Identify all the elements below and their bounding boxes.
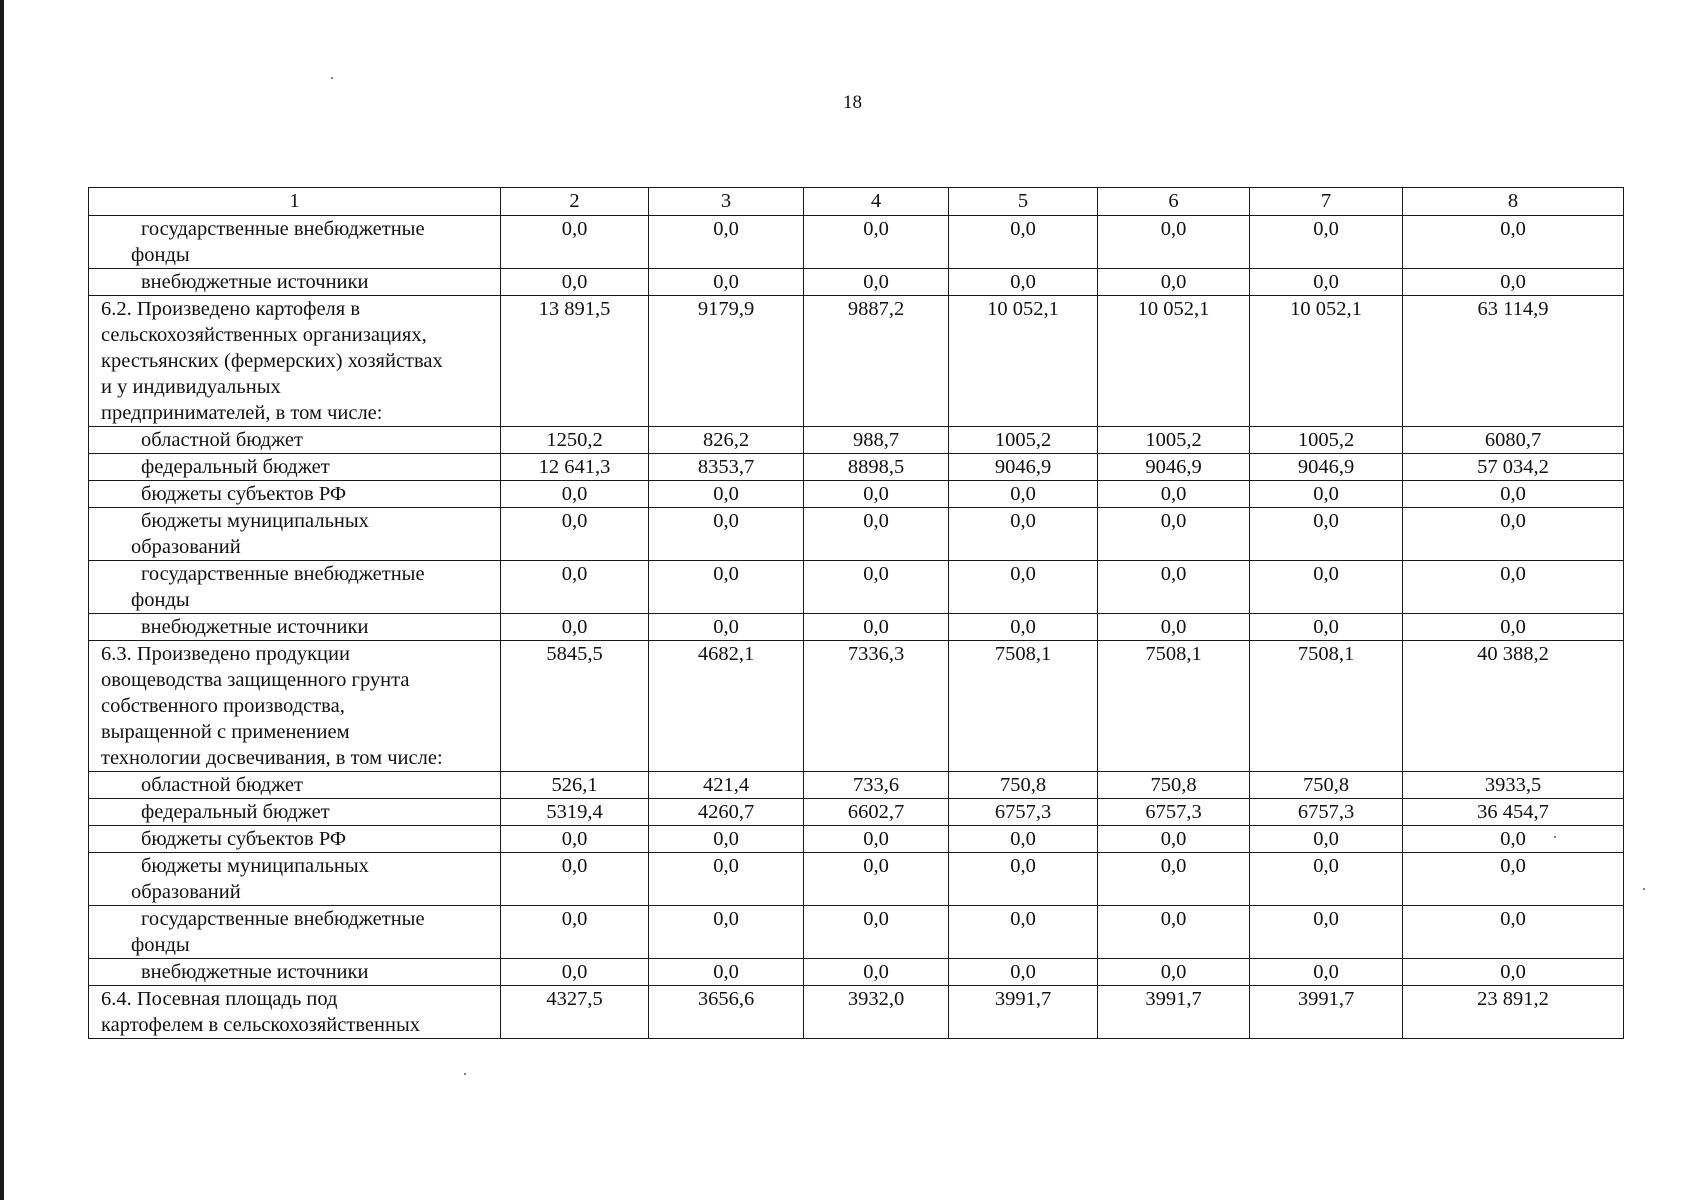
value-cell: 6757,3	[1098, 799, 1250, 826]
value-cell: 826,2	[649, 427, 804, 454]
value-cell: 750,8	[949, 772, 1098, 799]
value-cell: 0,0	[949, 216, 1098, 269]
value-cell: 0,0	[1403, 906, 1624, 959]
value-cell: 0,0	[949, 853, 1098, 906]
value-cell: 0,0	[1250, 481, 1403, 508]
value-cell: 0,0	[501, 959, 649, 986]
value-cell: 0,0	[1098, 826, 1250, 853]
value-cell: 7508,1	[1098, 641, 1250, 772]
scan-speck	[464, 1073, 466, 1075]
row-label-line: выращенной с применением	[101, 721, 350, 743]
column-header: 8	[1403, 188, 1624, 216]
value-cell: 63 114,9	[1403, 296, 1624, 427]
row-label-line: бюджеты муниципальных	[141, 510, 369, 532]
row-label-line: фонды	[131, 589, 190, 611]
row-label-line: внебюджетные источники	[141, 961, 369, 983]
value-cell: 750,8	[1250, 772, 1403, 799]
value-cell: 0,0	[1098, 508, 1250, 561]
value-cell: 0,0	[1098, 481, 1250, 508]
table-row	[89, 296, 1624, 427]
value-cell: 0,0	[949, 614, 1098, 641]
value-cell: 0,0	[804, 906, 949, 959]
value-cell: 0,0	[649, 906, 804, 959]
column-header: 2	[501, 188, 649, 216]
value-cell: 5319,4	[501, 799, 649, 826]
table-row	[89, 986, 1624, 1039]
row-label	[89, 427, 501, 454]
value-cell: 0,0	[501, 561, 649, 614]
value-cell: 10 052,1	[949, 296, 1098, 427]
row-label-line: государственные внебюджетные	[141, 218, 425, 240]
value-cell: 0,0	[1250, 614, 1403, 641]
value-cell: 0,0	[1250, 216, 1403, 269]
value-cell: 0,0	[649, 561, 804, 614]
value-cell: 0,0	[1098, 959, 1250, 986]
table-row	[89, 641, 1624, 772]
value-cell: 0,0	[804, 826, 949, 853]
value-cell: 0,0	[501, 614, 649, 641]
value-cell: 0,0	[501, 853, 649, 906]
value-cell: 0,0	[1250, 959, 1403, 986]
row-label-line: бюджеты муниципальных	[141, 855, 369, 877]
value-cell: 0,0	[1403, 959, 1624, 986]
value-cell: 0,0	[501, 269, 649, 296]
scan-speck	[1554, 836, 1556, 838]
value-cell: 9046,9	[1098, 454, 1250, 481]
value-cell: 13 891,5	[501, 296, 649, 427]
row-label	[89, 561, 501, 614]
table-row	[89, 454, 1624, 481]
value-cell: 0,0	[501, 216, 649, 269]
table-row	[89, 772, 1624, 799]
value-cell: 3991,7	[1250, 986, 1403, 1039]
value-cell: 0,0	[1403, 216, 1624, 269]
value-cell: 0,0	[949, 481, 1098, 508]
value-cell: 9046,9	[1250, 454, 1403, 481]
value-cell: 6602,7	[804, 799, 949, 826]
value-cell: 0,0	[949, 508, 1098, 561]
value-cell: 526,1	[501, 772, 649, 799]
value-cell: 12 641,3	[501, 454, 649, 481]
value-cell: 3933,5	[1403, 772, 1624, 799]
value-cell: 0,0	[804, 216, 949, 269]
column-header: 3	[649, 188, 804, 216]
value-cell: 0,0	[1250, 826, 1403, 853]
value-cell: 23 891,2	[1403, 986, 1624, 1039]
value-cell: 988,7	[804, 427, 949, 454]
value-cell: 0,0	[1098, 216, 1250, 269]
value-cell: 0,0	[804, 959, 949, 986]
row-label	[89, 481, 501, 508]
value-cell: 1005,2	[1250, 427, 1403, 454]
data-table	[88, 187, 1624, 1039]
value-cell: 6757,3	[949, 799, 1098, 826]
row-label-line: 6.2. Произведено картофеля в	[101, 298, 361, 320]
row-label	[89, 454, 501, 481]
value-cell: 0,0	[949, 906, 1098, 959]
scan-speck	[331, 77, 333, 79]
value-cell: 421,4	[649, 772, 804, 799]
value-cell: 0,0	[501, 906, 649, 959]
value-cell: 7336,3	[804, 641, 949, 772]
table-row	[89, 853, 1624, 906]
value-cell: 4327,5	[501, 986, 649, 1039]
value-cell: 0,0	[804, 481, 949, 508]
scan-edge	[0, 0, 4, 1200]
value-cell: 0,0	[1403, 826, 1624, 853]
row-label-line: технологии досвечивания, в том числе:	[101, 747, 443, 769]
value-cell: 5845,5	[501, 641, 649, 772]
value-cell: 0,0	[649, 826, 804, 853]
value-cell: 0,0	[1098, 614, 1250, 641]
row-label-line: 6.4. Посевная площадь под	[101, 988, 338, 1010]
row-label	[89, 641, 501, 772]
table-row	[89, 826, 1624, 853]
row-label	[89, 799, 501, 826]
value-cell: 0,0	[1250, 853, 1403, 906]
value-cell: 3932,0	[804, 986, 949, 1039]
value-cell: 0,0	[804, 561, 949, 614]
row-label	[89, 772, 501, 799]
value-cell: 0,0	[649, 614, 804, 641]
row-label-line: образований	[131, 881, 241, 903]
column-header: 1	[89, 188, 501, 216]
value-cell: 0,0	[949, 959, 1098, 986]
row-label	[89, 986, 501, 1039]
value-cell: 0,0	[1098, 906, 1250, 959]
value-cell: 7508,1	[1250, 641, 1403, 772]
value-cell: 0,0	[1250, 906, 1403, 959]
row-label	[89, 508, 501, 561]
value-cell: 8353,7	[649, 454, 804, 481]
value-cell: 0,0	[804, 508, 949, 561]
value-cell: 3991,7	[1098, 986, 1250, 1039]
row-label	[89, 853, 501, 906]
table-row	[89, 799, 1624, 826]
value-cell: 0,0	[649, 508, 804, 561]
value-cell: 9046,9	[949, 454, 1098, 481]
row-label-line: фонды	[131, 244, 190, 266]
value-cell: 6757,3	[1250, 799, 1403, 826]
value-cell: 0,0	[804, 269, 949, 296]
value-cell: 7508,1	[949, 641, 1098, 772]
value-cell: 6080,7	[1403, 427, 1624, 454]
value-cell: 10 052,1	[1098, 296, 1250, 427]
header-row	[89, 188, 1624, 216]
row-label	[89, 959, 501, 986]
row-label	[89, 296, 501, 427]
row-label-line: федеральный бюджет	[141, 801, 330, 823]
value-cell: 0,0	[501, 481, 649, 508]
value-cell: 0,0	[501, 508, 649, 561]
value-cell: 0,0	[501, 826, 649, 853]
table-body	[89, 188, 1624, 1039]
value-cell: 0,0	[804, 614, 949, 641]
value-cell: 0,0	[1250, 561, 1403, 614]
row-label	[89, 906, 501, 959]
value-cell: 750,8	[1098, 772, 1250, 799]
value-cell: 1005,2	[1098, 427, 1250, 454]
row-label	[89, 826, 501, 853]
value-cell: 733,6	[804, 772, 949, 799]
value-cell: 36 454,7	[1403, 799, 1624, 826]
column-header: 6	[1098, 188, 1250, 216]
value-cell: 0,0	[1403, 614, 1624, 641]
value-cell: 9887,2	[804, 296, 949, 427]
row-label-line: 6.3. Произведено продукции	[101, 643, 350, 665]
table-row	[89, 481, 1624, 508]
row-label-line: областной бюджет	[141, 774, 303, 796]
value-cell: 10 052,1	[1250, 296, 1403, 427]
row-label	[89, 216, 501, 269]
row-label-line: собственного производства,	[101, 695, 345, 717]
value-cell: 0,0	[1098, 269, 1250, 296]
row-label-line: внебюджетные источники	[141, 616, 369, 638]
row-label-line: сельскохозяйственных организациях,	[101, 324, 427, 346]
row-label-line: крестьянских (фермерских) хозяйствах	[101, 350, 443, 372]
row-label	[89, 269, 501, 296]
table-row	[89, 216, 1624, 269]
page-number: 18	[843, 92, 862, 113]
value-cell: 0,0	[1403, 561, 1624, 614]
row-label-line: бюджеты субъектов РФ	[141, 828, 347, 850]
value-cell: 0,0	[1098, 853, 1250, 906]
table-row	[89, 269, 1624, 296]
value-cell: 0,0	[649, 959, 804, 986]
value-cell: 0,0	[1403, 508, 1624, 561]
value-cell: 0,0	[649, 269, 804, 296]
value-cell: 40 388,2	[1403, 641, 1624, 772]
scan-speck	[1643, 888, 1645, 890]
table-row	[89, 614, 1624, 641]
value-cell: 3991,7	[949, 986, 1098, 1039]
table-row	[89, 959, 1624, 986]
value-cell: 4682,1	[649, 641, 804, 772]
value-cell: 3656,6	[649, 986, 804, 1039]
value-cell: 1005,2	[949, 427, 1098, 454]
row-label-line: и у индивидуальных	[101, 376, 281, 398]
table-row	[89, 561, 1624, 614]
table-row	[89, 427, 1624, 454]
row-label-line: картофелем в сельскохозяйственных	[101, 1014, 420, 1036]
value-cell: 0,0	[949, 561, 1098, 614]
column-header: 5	[949, 188, 1098, 216]
row-label	[89, 614, 501, 641]
value-cell: 0,0	[804, 853, 949, 906]
column-header: 7	[1250, 188, 1403, 216]
value-cell: 0,0	[949, 826, 1098, 853]
value-cell: 0,0	[649, 481, 804, 508]
value-cell: 57 034,2	[1403, 454, 1624, 481]
value-cell: 0,0	[1403, 481, 1624, 508]
table-row	[89, 508, 1624, 561]
value-cell: 1250,2	[501, 427, 649, 454]
value-cell: 9179,9	[649, 296, 804, 427]
value-cell: 0,0	[1098, 561, 1250, 614]
row-label-line: овощеводства защищенного грунта	[101, 669, 410, 691]
value-cell: 8898,5	[804, 454, 949, 481]
row-label-line: предпринимателей, в том числе:	[101, 402, 383, 424]
column-header: 4	[804, 188, 949, 216]
value-cell: 4260,7	[649, 799, 804, 826]
row-label-line: государственные внебюджетные	[141, 563, 425, 585]
row-label-line: областной бюджет	[141, 429, 303, 451]
value-cell: 0,0	[1250, 269, 1403, 296]
row-label-line: бюджеты субъектов РФ	[141, 483, 347, 505]
value-cell: 0,0	[1403, 853, 1624, 906]
row-label-line: фонды	[131, 934, 190, 956]
value-cell: 0,0	[1250, 508, 1403, 561]
row-label-line: внебюджетные источники	[141, 271, 369, 293]
value-cell: 0,0	[649, 853, 804, 906]
value-cell: 0,0	[649, 216, 804, 269]
row-label-line: федеральный бюджет	[141, 456, 330, 478]
value-cell: 0,0	[949, 269, 1098, 296]
value-cell: 0,0	[1403, 269, 1624, 296]
row-label-line: образований	[131, 536, 241, 558]
table-row	[89, 906, 1624, 959]
row-label-line: государственные внебюджетные	[141, 908, 425, 930]
